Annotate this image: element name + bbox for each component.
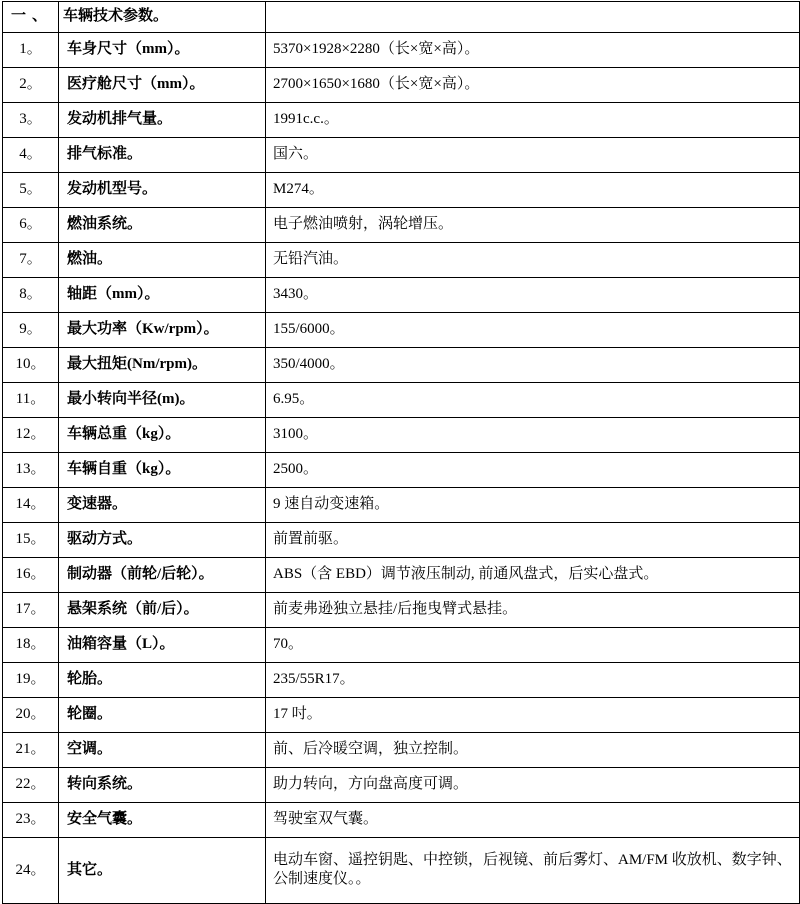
table-row xyxy=(3,488,800,523)
row-item-name: 变速器。 xyxy=(59,488,266,523)
row-item-name: 发动机排气量。 xyxy=(59,103,266,138)
row-number: 21。 xyxy=(3,733,59,768)
row-item-name: 车辆自重（kg）。 xyxy=(59,453,266,488)
row-item-name: 最大功率（Kw/rpm）。 xyxy=(59,313,266,348)
row-item-value: ABS（含 EBD）调节液压制动, 前通风盘式，后实心盘式。 xyxy=(266,558,800,593)
table-row xyxy=(3,803,800,838)
table-row xyxy=(3,558,800,593)
section-number: 一、 xyxy=(3,2,59,33)
row-item-value: 助力转向，方向盘高度可调。 xyxy=(266,768,800,803)
row-number: 6。 xyxy=(3,208,59,243)
row-item-name: 空调。 xyxy=(59,733,266,768)
row-number: 23。 xyxy=(3,803,59,838)
table-row xyxy=(3,103,800,138)
row-item-name: 发动机型号。 xyxy=(59,173,266,208)
row-item-name: 轮圈。 xyxy=(59,698,266,733)
row-item-name: 轮胎。 xyxy=(59,663,266,698)
row-item-value: 无铅汽油。 xyxy=(266,243,800,278)
row-number: 8。 xyxy=(3,278,59,313)
row-item-name: 安全气囊。 xyxy=(59,803,266,838)
row-number: 16。 xyxy=(3,558,59,593)
row-item-value: 电子燃油喷射，涡轮增压。 xyxy=(266,208,800,243)
row-item-value: 70。 xyxy=(266,628,800,663)
row-number: 2。 xyxy=(3,68,59,103)
row-item-value: 235/55R17。 xyxy=(266,663,800,698)
row-item-value: 350/4000。 xyxy=(266,348,800,383)
section-title: 车辆技术参数。 xyxy=(59,2,266,33)
row-item-value: 3100。 xyxy=(266,418,800,453)
row-number: 19。 xyxy=(3,663,59,698)
table-row xyxy=(3,733,800,768)
table-row xyxy=(3,348,800,383)
table-row xyxy=(3,243,800,278)
row-number: 13。 xyxy=(3,453,59,488)
row-number: 20。 xyxy=(3,698,59,733)
row-item-name: 车身尺寸（mm）。 xyxy=(59,33,266,68)
row-number: 1。 xyxy=(3,33,59,68)
table-row xyxy=(3,383,800,418)
document-page xyxy=(0,1,800,887)
row-number: 14。 xyxy=(3,488,59,523)
row-number: 11。 xyxy=(3,383,59,418)
row-item-name: 转向系统。 xyxy=(59,768,266,803)
row-number: 15。 xyxy=(3,523,59,558)
row-item-value: 1991c.c.。 xyxy=(266,103,800,138)
row-item-value: 前、后冷暖空调，独立控制。 xyxy=(266,733,800,768)
table-row xyxy=(3,68,800,103)
row-number: 17。 xyxy=(3,593,59,628)
row-item-name: 悬架系统（前/后）。 xyxy=(59,593,266,628)
row-item-value: 9 速自动变速箱。 xyxy=(266,488,800,523)
row-item-name: 驱动方式。 xyxy=(59,523,266,558)
row-number: 5。 xyxy=(3,173,59,208)
row-item-value: 155/6000。 xyxy=(266,313,800,348)
row-number: 22。 xyxy=(3,768,59,803)
row-item-name: 燃油系统。 xyxy=(59,208,266,243)
vehicle-spec-table xyxy=(2,1,800,904)
table-row xyxy=(3,278,800,313)
row-item-value: 17 吋。 xyxy=(266,698,800,733)
row-item-name: 制动器（前轮/后轮）。 xyxy=(59,558,266,593)
row-item-value: 前麦弗逊独立悬挂/后拖曳臂式悬挂。 xyxy=(266,593,800,628)
row-number: 7。 xyxy=(3,243,59,278)
row-item-value: 国六。 xyxy=(266,138,800,173)
row-item-value: 前置前驱。 xyxy=(266,523,800,558)
row-item-value: 电动车窗、遥控钥匙、中控锁，后视镜、前后雾灯、AM/FM 收放机、数字钟、公制速度仪。。 xyxy=(266,838,800,904)
table-row xyxy=(3,593,800,628)
table-row xyxy=(3,173,800,208)
table-row xyxy=(3,838,800,904)
table-title-row xyxy=(3,2,800,33)
row-item-name: 轴距（mm）。 xyxy=(59,278,266,313)
row-number: 10。 xyxy=(3,348,59,383)
row-item-name: 最大扭矩(Nm/rpm)。 xyxy=(59,348,266,383)
row-item-value: 3430。 xyxy=(266,278,800,313)
row-number: 3。 xyxy=(3,103,59,138)
row-number: 24。 xyxy=(3,838,59,904)
table-row xyxy=(3,663,800,698)
row-item-name: 排气标准。 xyxy=(59,138,266,173)
row-number: 9。 xyxy=(3,313,59,348)
table-row xyxy=(3,453,800,488)
row-item-value: 2700×1650×1680（长×宽×高）。 xyxy=(266,68,800,103)
table-row xyxy=(3,418,800,453)
table-row xyxy=(3,33,800,68)
table-row xyxy=(3,628,800,663)
table-row xyxy=(3,698,800,733)
row-number: 18。 xyxy=(3,628,59,663)
row-item-value: 2500。 xyxy=(266,453,800,488)
table-row xyxy=(3,523,800,558)
row-item-name: 燃油。 xyxy=(59,243,266,278)
row-number: 4。 xyxy=(3,138,59,173)
row-item-name: 最小转向半径(m)。 xyxy=(59,383,266,418)
row-item-value: M274。 xyxy=(266,173,800,208)
row-item-name: 车辆总重（kg）。 xyxy=(59,418,266,453)
row-item-value: 驾驶室双气囊。 xyxy=(266,803,800,838)
row-item-name: 油箱容量（L）。 xyxy=(59,628,266,663)
section-title-filler xyxy=(266,2,800,33)
row-item-name: 其它。 xyxy=(59,838,266,904)
table-row xyxy=(3,208,800,243)
row-item-value: 6.95。 xyxy=(266,383,800,418)
row-item-name: 医疗舱尺寸（mm）。 xyxy=(59,68,266,103)
table-row xyxy=(3,313,800,348)
row-item-value: 5370×1928×2280（长×宽×高）。 xyxy=(266,33,800,68)
row-number: 12。 xyxy=(3,418,59,453)
table-row xyxy=(3,768,800,803)
table-row xyxy=(3,138,800,173)
